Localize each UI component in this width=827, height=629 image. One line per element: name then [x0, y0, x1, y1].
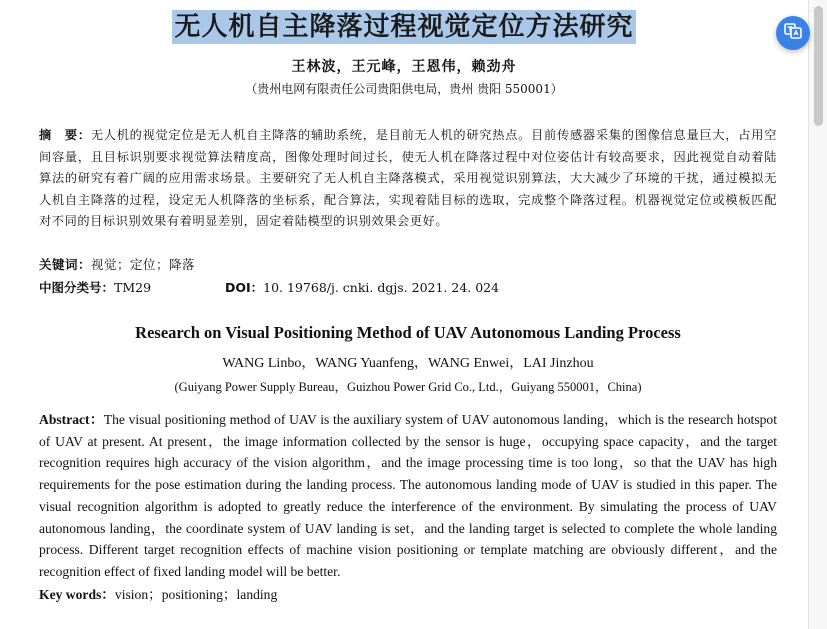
- translate-button[interactable]: [776, 16, 810, 50]
- en-keywords-label: Key words：: [39, 587, 115, 602]
- cn-classification-row: [39, 278, 500, 296]
- cn-doi: [225, 278, 499, 296]
- cn-class-value: TM29: [114, 280, 152, 295]
- en-authors: WANG Linbo，WANG Yuanfeng，WANG Enwei，LAI Jinzhou: [222, 356, 594, 371]
- cn-class-label: 中图分类号：: [39, 280, 115, 295]
- cn-abstract-label: 摘 要：: [39, 128, 91, 142]
- scrollbar-thumb[interactable]: [814, 6, 823, 126]
- en-affiliation: (Guiyang Power Supply Bureau，Guizhou Power Grid Co., Ltd.，Guiyang 550001，China): [174, 380, 642, 394]
- cn-affiliation: （贵州电网有限责任公司贵阳供电局，贵州 贵阳 550001）: [245, 82, 563, 96]
- en-abstract-label: Abstract：: [39, 412, 104, 427]
- cn-title[interactable]: 无人机自主降落过程视觉定位方法研究: [174, 12, 634, 42]
- en-keywords: [39, 583, 277, 603]
- cn-title-container: [0, 10, 808, 44]
- en-keywords-text: vision；positioning；landing: [114, 587, 278, 602]
- en-abstract: [39, 409, 777, 583]
- cn-abstract: [39, 125, 777, 233]
- translate-icon: [783, 21, 803, 45]
- cn-keywords-text: 视觉；定位；降落: [91, 257, 196, 272]
- cn-authors: 王林波，王元峰，王恩伟，赖劲舟: [291, 59, 517, 75]
- cn-abstract-text: 无人机的视觉定位是无人机自主降落的辅助系统，是目前无人机的研究热点。目前传感器采集的图像信息量巨大，占用空间容量，且目标识别要求视觉算法精度高，图像处理时间过长，使无人机在降落过程中对位姿估计有较高要求，因此视觉自动着陆算法的研究有着广阔的应用需求场景。主要研究了无人机自主降落模式，采用视觉识别算法，大大减少了环境的干扰，通过模拟无人机自主降落的过程，设定无人机降落的坐标系，配合算法，实现着陆目标的选取，完成整个降落过程。机器视觉定位或模板匹配对不同的目标识别效果有着明显差别，固定着陆模型的识别效果会更好。: [39, 128, 777, 229]
- en-abstract-text: The visual positioning method of UAV is the auxiliary system of UAV autonomous landing，which is the research hotspot of UAV at present. At present，the image information collected by the sensor is huge，occupying space capacity，and the target recognition requires high accuracy of the vision algorithm，and the image processing time is too long，so that the UAV has high requirements for the pose estimation during the landing process. The autonomous landing mode of UAV is studied in this paper. The visual recognition algorithm is adopted to greatly reduce the interference of the environment. By simulating the process of UAV autonomous landing，the coordinate system of UAV landing is set，and the landing target is selected to complete the whole landing process. Different target recognition effects of machine vision positioning or template matching are obviously different，and the recognition effect of fixed landing model will be better.: [39, 412, 777, 579]
- cn-keywords: [39, 255, 195, 273]
- cn-doi-label: DOI：: [225, 280, 264, 295]
- en-title: Research on Visual Positioning Method of UAV Autonomous Landing Process: [135, 323, 681, 342]
- vertical-scrollbar[interactable]: [808, 0, 827, 629]
- cn-keywords-label: 关键词：: [39, 257, 92, 272]
- cn-doi-value[interactable]: 10. 19768/j. cnki. dgjs. 2021. 24. 024: [263, 280, 500, 295]
